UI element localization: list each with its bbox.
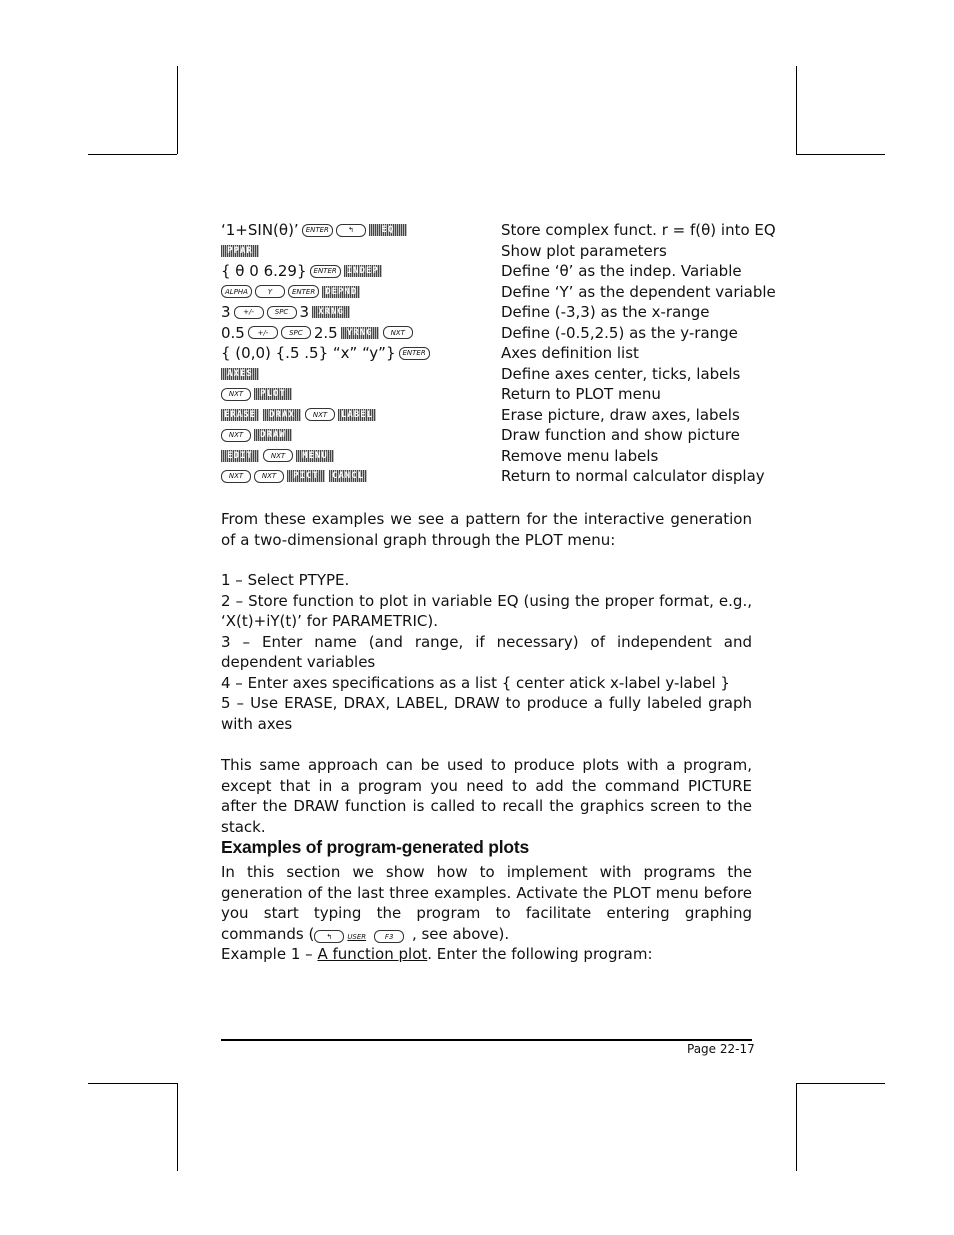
keystroke-text: 2.5 bbox=[313, 323, 338, 342]
calculator-key-icon: SPC bbox=[281, 326, 311, 339]
keystroke-description: Define axes center, ticks, labels bbox=[501, 364, 741, 383]
keystroke-description: Define ‘θ’ as the indep. Variable bbox=[501, 262, 742, 280]
keystroke-description: Define (-0.5,2.5) as the y-range bbox=[501, 323, 738, 342]
footer-rule bbox=[221, 1039, 752, 1041]
keystroke-row bbox=[221, 405, 761, 426]
soft-menu-key-icon: INDEP bbox=[344, 265, 382, 277]
keystroke-text: 3 bbox=[221, 303, 231, 321]
soft-menu-key-icon: DRAX bbox=[263, 409, 301, 421]
program-paragraph bbox=[221, 755, 752, 837]
crop-mark-top-right-vertical bbox=[796, 66, 797, 154]
soft-menu-key-icon: PLOT bbox=[254, 388, 292, 400]
crop-mark-top-left-horizontal bbox=[88, 154, 177, 155]
section-text-end: , see above). bbox=[407, 924, 510, 943]
calculator-key-icon: ENTER bbox=[302, 224, 333, 237]
keystroke-text: 3 bbox=[299, 303, 310, 321]
soft-menu-key-icon: XRNG bbox=[312, 306, 350, 318]
step-4: 4 – Enter axes specifications as a list { center atick x-label y-label } bbox=[221, 673, 730, 692]
keystroke-description: Axes definition list bbox=[501, 344, 639, 362]
keystroke-description: Return to PLOT menu bbox=[501, 385, 661, 403]
section-paragraph bbox=[221, 862, 752, 947]
keystroke-sequence bbox=[221, 384, 296, 404]
soft-menu-key-icon: YRNG bbox=[341, 327, 379, 339]
calculator-key-icon: NXT bbox=[383, 326, 413, 339]
calculator-key-icon: NXT bbox=[305, 408, 335, 421]
keystroke-row bbox=[221, 425, 761, 446]
calculator-key-icon: ↰ bbox=[336, 224, 366, 237]
keystroke-sequence bbox=[221, 282, 364, 302]
keystroke-description: Define (-3,3) as the x-range bbox=[501, 303, 710, 321]
keystroke-text: 0.5 bbox=[221, 323, 245, 342]
keystroke-sequence bbox=[221, 405, 380, 425]
keystroke-table bbox=[221, 220, 776, 487]
soft-menu-key-icon: PICT bbox=[287, 470, 325, 482]
soft-menu-key-icon: EQ bbox=[369, 224, 407, 236]
keystroke-sequence bbox=[221, 343, 433, 363]
soft-menu-key-icon: DEPND bbox=[322, 286, 360, 298]
keystroke-description: Draw function and show picture bbox=[501, 426, 740, 444]
crop-mark-bottom-right-horizontal bbox=[796, 1083, 885, 1084]
example-text bbox=[221, 944, 752, 965]
keystroke-description: Show plot parameters bbox=[501, 241, 667, 260]
keystroke-sequence bbox=[221, 241, 263, 261]
keystroke-row bbox=[221, 241, 761, 262]
keystroke-row bbox=[221, 343, 761, 364]
soft-menu-key-icon: CANCL bbox=[329, 470, 367, 482]
program-text: This same approach can be used to produce plots with a program, except that in a program you need to add the command PICTURE after the DRAW function is called to recall the graphics screen to the stack. bbox=[221, 756, 752, 836]
keystroke-row bbox=[221, 302, 761, 323]
keystroke-row bbox=[221, 220, 776, 241]
calculator-key-icon: SPC bbox=[267, 306, 297, 319]
keystroke-description: Store complex funct. r = f(θ) into EQ bbox=[501, 221, 776, 239]
calculator-key-icon: NXT bbox=[221, 429, 251, 442]
soft-menu-key-icon: MENU bbox=[296, 450, 334, 462]
user-label: USER bbox=[347, 932, 367, 941]
crop-mark-top-left-vertical bbox=[177, 66, 178, 154]
keystroke-row bbox=[221, 261, 761, 282]
keystroke-row bbox=[221, 323, 761, 344]
pattern-text: From these examples we see a pattern for the interactive generation of a two-dimensional graph through the PLOT menu: bbox=[221, 510, 752, 549]
keystroke-description: Remove menu labels bbox=[501, 446, 659, 465]
keystroke-sequence bbox=[221, 425, 296, 445]
keystroke-description: Return to normal calculator display bbox=[501, 467, 765, 485]
calculator-key-icon: ENTER bbox=[399, 347, 430, 360]
calculator-key-icon: NXT bbox=[254, 470, 284, 483]
calculator-key-icon: NXT bbox=[221, 470, 251, 483]
soft-menu-key-icon: DRAW bbox=[254, 429, 292, 441]
keystroke-row bbox=[221, 446, 761, 467]
keystroke-description: Erase picture, draw axes, labels bbox=[501, 405, 740, 424]
calculator-key-icon: ENTER bbox=[310, 265, 341, 278]
step-5: 5 – Use ERASE, DRAX, LABEL, DRAW to produce a fully labeled graph with axes bbox=[221, 694, 752, 733]
calculator-key-icon: NXT bbox=[263, 449, 293, 462]
keystroke-row bbox=[221, 384, 761, 405]
keystroke-text: { (0,0) {.5 .5} “x” “y”} bbox=[221, 344, 396, 362]
keystroke-sequence bbox=[221, 466, 371, 486]
left-shift-key: ↰ bbox=[314, 930, 344, 943]
calculator-key-icon: +/- bbox=[234, 306, 264, 319]
keystroke-sequence bbox=[221, 220, 411, 240]
pattern-paragraph bbox=[221, 509, 752, 550]
soft-menu-key-icon: EDIT bbox=[221, 450, 259, 462]
crop-mark-bottom-left-vertical bbox=[177, 1083, 178, 1171]
soft-menu-key-icon: ERASE bbox=[221, 409, 259, 421]
soft-menu-key-icon: PPAR bbox=[221, 245, 259, 257]
keystroke-row bbox=[221, 364, 761, 385]
calculator-key-icon: ENTER bbox=[288, 285, 319, 298]
step-1: 1 – Select PTYPE. bbox=[221, 571, 350, 589]
keystroke-sequence bbox=[221, 261, 386, 281]
soft-menu-key-icon: LABEL bbox=[338, 409, 376, 421]
keystroke-row bbox=[221, 282, 776, 303]
keystroke-sequence bbox=[221, 302, 354, 322]
example-prefix: Example 1 – bbox=[221, 945, 318, 963]
calculator-key-icon: +/- bbox=[248, 326, 278, 339]
calculator-key-icon: NXT bbox=[221, 388, 251, 401]
crop-mark-bottom-right-vertical bbox=[796, 1083, 797, 1171]
step-3: 3 – Enter name (and range, if necessary) of independent and dependent variables bbox=[221, 632, 752, 671]
calculator-key-icon: Y bbox=[255, 285, 285, 298]
keystroke-row bbox=[221, 466, 765, 487]
example-suffix: . Enter the following program: bbox=[427, 945, 653, 963]
keystroke-text: { θ 0 6.29} bbox=[221, 262, 307, 280]
f3-key: F3 bbox=[374, 930, 404, 943]
section-text-start: In this section we show how to implement with programs the generation of the last three examples. Activate the PLOT menu before you start typing the program to facilitate entering graphing commands ( bbox=[221, 863, 752, 943]
page-number: Page 22-17 bbox=[687, 1042, 755, 1056]
step-2: 2 – Store function to plot in variable EQ (using the proper format, e.g., ‘X(t)+iY(t)’ for PARAMETRIC). bbox=[221, 591, 752, 630]
keystroke-sequence bbox=[221, 323, 416, 343]
keystroke-description: Define ‘Y’ as the dependent variable bbox=[501, 282, 776, 301]
section-text bbox=[221, 862, 752, 947]
crop-mark-top-right-horizontal bbox=[796, 154, 885, 155]
section-heading: Examples of program-generated plots bbox=[221, 837, 530, 857]
soft-menu-key-icon: AXES bbox=[221, 368, 259, 380]
keystroke-text: ‘1+SIN(θ)’ bbox=[221, 221, 299, 239]
keystroke-sequence bbox=[221, 364, 263, 384]
calculator-key-icon: ALPHA bbox=[221, 285, 252, 298]
keystroke-sequence bbox=[221, 446, 338, 466]
crop-mark-bottom-left-horizontal bbox=[88, 1083, 177, 1084]
example-paragraph bbox=[221, 944, 752, 965]
steps-list bbox=[221, 570, 752, 734]
example-link: A function plot bbox=[317, 945, 428, 963]
